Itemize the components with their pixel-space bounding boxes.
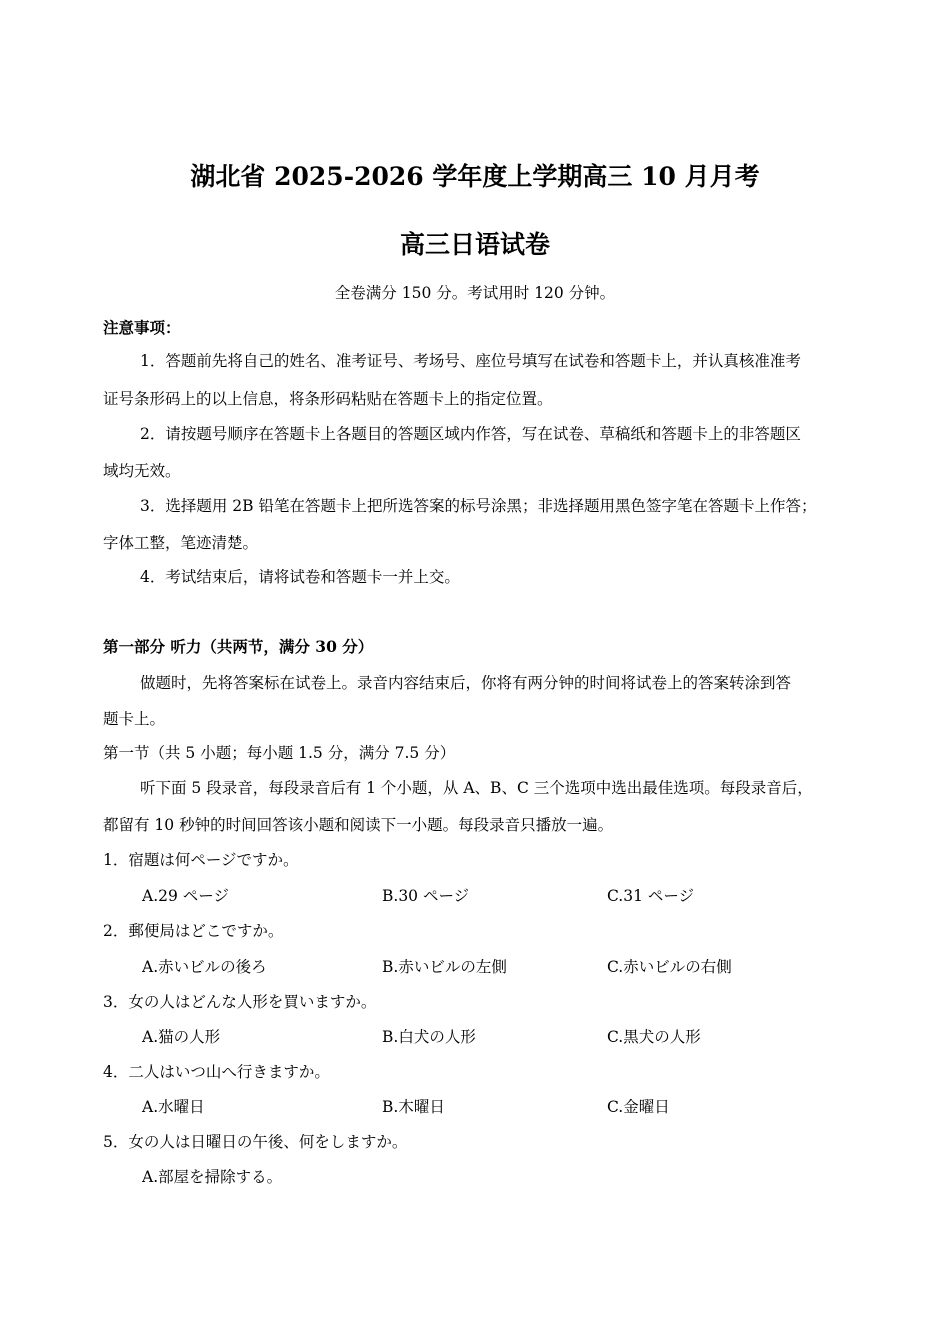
question-1: 1．宿題は何ページですか。	[103, 851, 299, 869]
section1-intro-line-2: 都留有 10 秒钟的时间回答该小题和阅读下一小题。每段录音只播放一遍。	[103, 816, 614, 834]
note-2-line-1: 2．请按题号顺序在答题卡上各题目的答题区域内作答，写在试卷、草稿纸和答题卡上的非答题区	[140, 425, 801, 443]
note-1-line-1: 1．答题前先将自己的姓名、准考证号、考场号、座位号填写在试卷和答题卡上，并认真核准准考	[140, 352, 801, 370]
question-1-option-c: C.31 ページ	[607, 887, 695, 905]
question-2-option-c: C.赤いビルの右側	[607, 958, 732, 976]
question-2-option-b: B.赤いビルの左側	[382, 958, 507, 976]
part1-intro-line-2: 题卡上。	[103, 710, 166, 728]
question-3-option-b: B.白犬の人形	[382, 1028, 476, 1046]
question-4-option-c: C.金曜日	[607, 1098, 670, 1116]
question-3: 3．女の人はどんな人形を買いますか。	[103, 993, 377, 1011]
note-1-line-2: 证号条形码上的以上信息，将条形码粘贴在答题卡上的指定位置。	[103, 390, 553, 408]
part1-intro-line-1: 做题时，先将答案标在试卷上。录音内容结束后，你将有两分钟的时间将试卷上的答案转涂到答	[140, 674, 792, 692]
question-2: 2．郵便局はどこですか。	[103, 922, 284, 940]
question-3-option-c: C.黒犬の人形	[607, 1028, 701, 1046]
score-info: 全卷满分 150 分。考试用时 120 分钟。	[334, 284, 616, 302]
part1-heading: 第一部分 听力（共两节，满分 30 分）	[103, 637, 374, 656]
question-3-option-a: A.猫の人形	[142, 1028, 221, 1046]
section1-heading: 第一节（共 5 小题；每小题 1.5 分，满分 7.5 分）	[103, 744, 456, 762]
question-4-option-a: A.水曜日	[142, 1098, 205, 1116]
question-1-option-b: B.30 ページ	[382, 887, 470, 905]
note-2-line-2: 域均无效。	[103, 462, 181, 480]
question-2-option-a: A.赤いビルの後ろ	[142, 958, 267, 976]
question-5-option-a: A.部屋を掃除する。	[142, 1168, 283, 1186]
question-1-option-a: A.29 ページ	[142, 887, 229, 905]
exam-subtitle: 高三日语试卷	[399, 230, 550, 259]
section1-intro-line-1: 听下面 5 段录音，每段录音后有 1 个小题，从 A、B、C 三个选项中选出最佳选项。每段录音后，	[140, 779, 813, 797]
exam-title: 湖北省 2025-2026 学年度上学期高三 10 月月考	[190, 162, 760, 191]
question-5: 5．女の人は日曜日の午後、何をしますか。	[103, 1133, 408, 1151]
question-4-option-b: B.木曜日	[382, 1098, 445, 1116]
note-4: 4．考试结束后，请将试卷和答题卡一并上交。	[140, 568, 460, 586]
note-3-line-1: 3．选择题用 2B 铅笔在答题卡上把所选答案的标号涂黑；非选择题用黑色签字笔在答题卡上作答；	[140, 497, 817, 515]
note-3-line-2: 字体工整，笔迹清楚。	[103, 534, 259, 552]
notes-heading: 注意事项：	[103, 318, 181, 337]
question-4: 4．二人はいつ山へ行きますか。	[103, 1063, 330, 1081]
